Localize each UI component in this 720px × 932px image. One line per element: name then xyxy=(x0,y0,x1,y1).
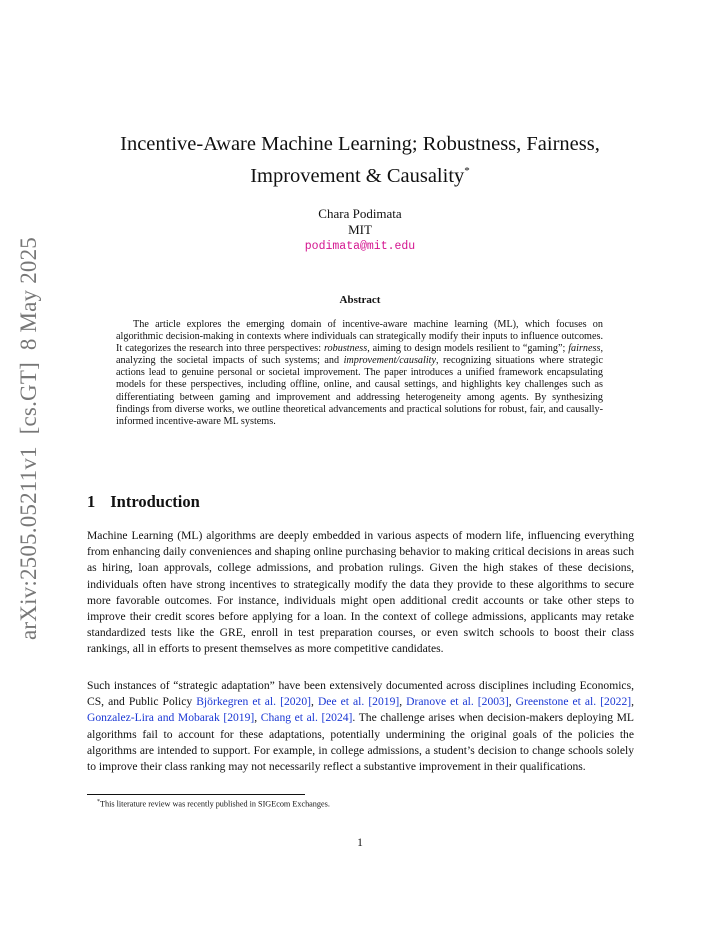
section-heading xyxy=(87,492,200,512)
paragraph-text: . The challenge arises when decision-makers deploying ML algorithms fail to account for these adaptations, potentially undermining the original goals of the policies the algorithms are intended to support. For example, in college admissions, a student’s decision to change schools solely to improve their class ranking may not necessarily reflect a substantive improvement in their qualifications. xyxy=(87,711,635,774)
abstract-text: , aiming to design models resilient to “gaming”; xyxy=(367,343,569,355)
intro-paragraph-2 xyxy=(87,678,634,775)
abstract-text: The article explores the emerging domain of incentive-aware machine learning (ML), which focuses on algorithmic decision-making in contexts where individuals can strategically modify their inputs to influence outcomes. It categorizes the research into three perspectives: xyxy=(116,319,603,355)
citation-separator: , xyxy=(254,711,261,725)
citation-link[interactable]: Dranove et al. [2003] xyxy=(406,695,509,709)
title-footnote-mark: * xyxy=(464,165,470,177)
author-affiliation: MIT xyxy=(348,222,372,237)
section-title: Introduction xyxy=(110,492,200,511)
abstract-term-robustness: robustness xyxy=(323,343,368,355)
abstract-body xyxy=(116,319,603,428)
citation-link[interactable]: Greenstone et al. [2022] xyxy=(515,695,632,709)
abstract-text: , analyzing the societal impacts of such systems; and xyxy=(116,343,603,367)
intro-paragraph-1: Machine Learning (ML) algorithms are deeply embedded in various aspects of modern life, influencing everything from enhancing daily conveniences and shaping online purchasing behavior to making critical decisions in areas such as hiring, loan approvals, college admissions, and probation rulings. Given the high stakes of these decisions, individuals often have strong incentives to strategically modify the data they provide to these algorithms to secure more favorable outcomes. For instance, individuals might open additional credit accounts or take other steps to improve their credit scores before applying for a loan. In the context of college admissions, applicants may retake standardized tests like the GRE, enroll in test preparation courses, or even switch schools to boost their class rankings, all in efforts to present themselves as more competitive candidates. xyxy=(87,529,634,656)
section-number: 1 xyxy=(87,492,96,511)
title-line-2: Improvement & Causality xyxy=(250,164,465,187)
citation-link[interactable]: Chang et al. [2024] xyxy=(260,711,353,725)
abstract-heading: Abstract xyxy=(339,294,381,306)
citation-separator: , xyxy=(399,695,407,709)
citation-separator: , xyxy=(508,695,516,709)
citation-link[interactable]: Dee et al. [2019] xyxy=(317,695,400,709)
citation-separator: , xyxy=(631,695,635,709)
page-number: 1 xyxy=(357,837,363,849)
footnote-text: This literature review was recently published in SIGEcom Exchanges. xyxy=(100,799,330,809)
citation-link[interactable]: Gonzalez-Lira and Mobarak [2019] xyxy=(87,711,255,725)
footnote-rule xyxy=(87,794,305,795)
author-name: Chara Podimata xyxy=(318,206,402,221)
footnote xyxy=(97,799,330,809)
footnote-mark: * xyxy=(97,799,100,805)
abstract-term-improvement: improvement/causality xyxy=(343,355,437,367)
abstract-text: , recognizing situations where strategic actions lead to genuine personal or societal improvement. The paper introduces a unified framework encapsulating models for these perspectives, including offline, online, and causal settings, and highlights key challenges such as differentiating between gaming and improvement and addressing heterogeneity among agents. By synthesizing findings from diverse works, we outline theoretical advancements and practical solutions for robust, fair, and causally-informed incentive-aware ML systems. xyxy=(116,355,603,427)
abstract-term-fairness: fairness xyxy=(568,343,601,355)
paragraph-text: Such instances of “strategic adaptation” have been extensively documented across disciplines including Economics, CS, and Public Policy xyxy=(87,679,634,709)
arxiv-identifier: arXiv:2505.05211v1 [cs.GT] 8 May 2025 xyxy=(16,236,41,640)
citation-separator: , xyxy=(311,695,318,709)
author-email[interactable]: podimata@mit.edu xyxy=(304,240,416,253)
citation-link[interactable]: Björkegren et al. [2020] xyxy=(196,695,311,709)
title-line-1: Incentive-Aware Machine Learning; Robustness, Fairness, xyxy=(120,133,600,155)
paper-title xyxy=(80,131,640,190)
